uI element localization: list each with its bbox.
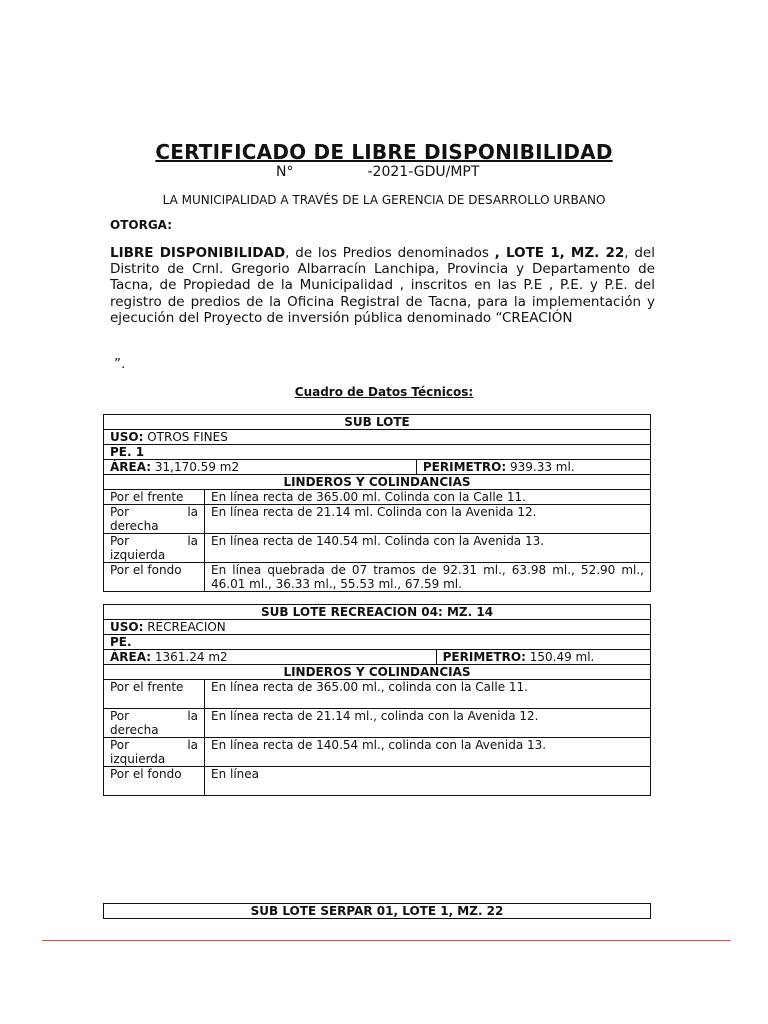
- row-label-text: Por el fondo: [110, 563, 182, 577]
- row-value: En línea recta de 365.00 ml. Colinda con la Calle 11.: [205, 490, 651, 505]
- uso-label: USO:: [110, 620, 144, 634]
- document-subtitle: LA MUNICIPALIDAD A TRAVÉS DE LA GERENCIA DE DESARROLLO URBANO: [162, 193, 606, 207]
- perimetro-cell: [416, 460, 650, 475]
- paragraph-bold-lead: LIBRE DISPONIBILIDAD: [110, 245, 286, 261]
- uso-row: [104, 620, 651, 635]
- otorga-label: OTORGA:: [110, 218, 172, 232]
- row-value: En línea recta de 140.54 ml., colinda con la Avenida 13.: [205, 738, 651, 767]
- row-label: [104, 680, 205, 709]
- row-label-text: Por: [110, 534, 130, 548]
- sub-lote-recreacion-table: [103, 604, 651, 796]
- row-label-text: Por el frente: [110, 490, 184, 504]
- row-label-text: Por: [110, 505, 130, 519]
- table-header: SUB LOTE SERPAR 01, LOTE 1, MZ. 22: [104, 904, 651, 919]
- row-label-text: Por el fondo: [110, 767, 182, 781]
- sub-lote-table: [103, 414, 651, 592]
- row-value: En línea recta de 21.14 ml. Colinda con la Avenida 12.: [205, 505, 651, 534]
- page-edge-line: [42, 940, 731, 941]
- row-label: [104, 563, 205, 592]
- row-label-text: derecha: [110, 519, 159, 533]
- row-label-text: la: [187, 738, 198, 752]
- pe-value: PE.: [110, 635, 132, 649]
- row-value: En línea recta de 21.14 ml., colinda con la Avenida 12.: [205, 709, 651, 738]
- row-value: En línea: [205, 767, 651, 796]
- uso-row: [104, 430, 651, 445]
- row-value: En línea quebrada de 07 tramos de 92.31 ml., 63.98 ml., 52.90 ml., 46.01 ml., 36.33 ml., 55.53 ml., 67.59 ml.: [205, 563, 651, 592]
- row-label-text: Por: [110, 738, 130, 752]
- pe-value: PE. 1: [110, 445, 145, 459]
- row-label-text: derecha: [110, 723, 159, 737]
- row-label-text: la: [187, 709, 198, 723]
- table-header: SUB LOTE: [104, 415, 651, 430]
- number-prefix: N°: [276, 164, 294, 180]
- linderos-header: LINDEROS Y COLINDANCIAS: [104, 665, 651, 680]
- perimetro-value: 939.33 ml.: [509, 460, 575, 474]
- row-label: [104, 767, 205, 796]
- row-label-text: Por: [110, 709, 130, 723]
- row-label: [104, 709, 205, 738]
- number-suffix: -2021-GDU/MPT: [367, 164, 480, 180]
- paragraph-text-2: , del Distrito de Crnl. Gregorio Albarracín Lanchipa, Provincia y Departamento de Tacna, de Propiedad de la Municipalidad , inscritos en las P.E , P.E. y P.E. del registro de predios de la Oficina Registral de Tacna, para la implementación y ejecución del Proyecto de inversión pública denominado “CREACIÓN: [110, 245, 655, 326]
- area-value: 1361.24 m2: [154, 650, 228, 664]
- paragraph-bold-lote: , LOTE 1, MZ. 22: [494, 245, 625, 261]
- area-label: ÁREA:: [110, 650, 152, 664]
- perimetro-cell: [436, 650, 650, 665]
- linderos-header: LINDEROS Y COLINDANCIAS: [104, 475, 651, 490]
- perimetro-label: PERIMETRO:: [422, 460, 507, 474]
- uso-label: USO:: [110, 430, 144, 444]
- row-label-text: la: [187, 505, 198, 519]
- table-header: SUB LOTE RECREACION 04: MZ. 14: [104, 605, 651, 620]
- pe-row: [104, 635, 651, 650]
- uso-value: RECREACION: [147, 620, 226, 634]
- row-label: [104, 534, 205, 563]
- pe-row: [104, 445, 651, 460]
- row-label-text: Por el frente: [110, 680, 184, 694]
- row-value: En línea recta de 140.54 ml. Colinda con la Avenida 13.: [205, 534, 651, 563]
- certificate-number: [276, 164, 479, 180]
- row-label-text: izquierda: [110, 548, 166, 562]
- area-value: 31,170.59 m2: [154, 460, 240, 474]
- quote-end: ”.: [114, 356, 126, 372]
- main-paragraph: [110, 245, 655, 326]
- paragraph-text-1: , de los Predios denominados: [285, 245, 495, 261]
- row-label-text: izquierda: [110, 752, 166, 766]
- area-cell: [104, 650, 437, 665]
- area-cell: [104, 460, 417, 475]
- cuadro-title: Cuadro de Datos Técnicos:: [294, 385, 474, 399]
- sub-lote-serpar-table: [103, 903, 651, 919]
- row-label: [104, 490, 205, 505]
- perimetro-label: PERIMETRO:: [442, 650, 526, 664]
- area-label: ÁREA:: [110, 460, 152, 474]
- perimetro-value: 150.49 ml.: [529, 650, 595, 664]
- row-label: [104, 505, 205, 534]
- row-value: En línea recta de 365.00 ml., colinda con la Calle 11.: [205, 680, 651, 709]
- document-title: CERTIFICADO DE LIBRE DISPONIBILIDAD: [155, 140, 613, 164]
- uso-value: OTROS FINES: [147, 430, 228, 444]
- row-label-text: la: [187, 534, 198, 548]
- row-label: [104, 738, 205, 767]
